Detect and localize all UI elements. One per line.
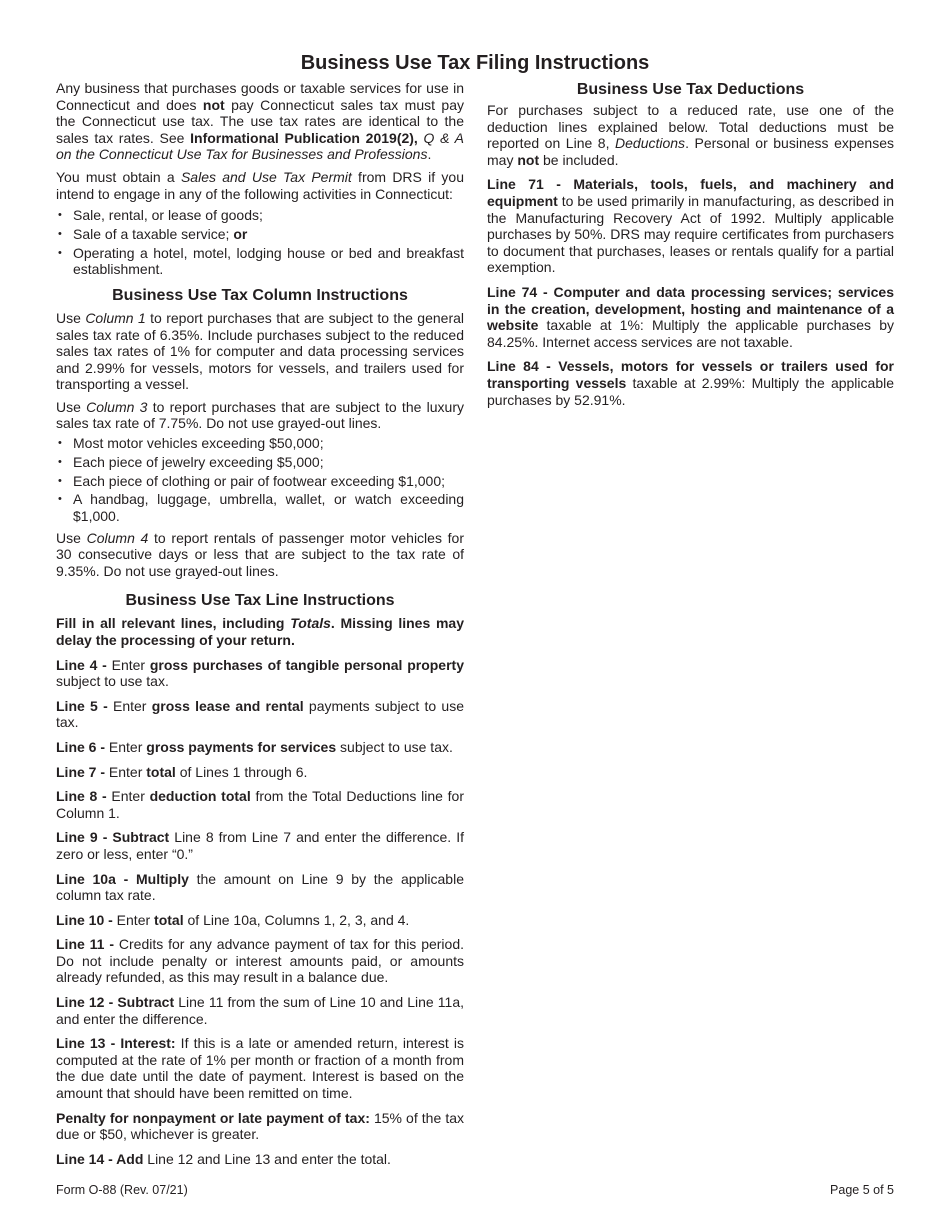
intro-paragraph: Any business that purchases goods or taxable services for use in Connecticut and does not pay Connecticut sales tax must pay the Connecticut use tax. The use tax rates are identical to the sales tax rates. See Informational Publication 2019(2), Q & A on the Connecticut Use Tax for Businesses and Professions. (56, 80, 465, 163)
line-10-instruction: Line 10 - Enter total of Line 10a, Columns 1, 2, 3, and 4. (56, 911, 410, 928)
penalty-instruction: Penalty for nonpayment or late payment of tax: 15% of the tax due or $50, whichever is greater. (56, 1109, 464, 1143)
list-item: • Operating a hotel, motel, lodging house or bed and breakfast establishment. (56, 245, 464, 278)
line-4-instruction: Line 4 - Enter gross purchases of tangible personal property subject to use tax. (56, 656, 464, 690)
list-item: • Sale, rental, or lease of goods; (56, 207, 464, 224)
fill-note: Fill in all relevant lines, including Totals. Missing lines may delay the processing of your return. (56, 615, 464, 648)
line-9-instruction: Line 9 - Subtract Line 8 from Line 7 and enter the difference. If zero or less, enter “0.” (56, 829, 464, 862)
line-11-instruction: Line 11 - Credits for any advance payment of tax for this period. Do not include penalty or interest amounts paid, or amounts already refunded, as this may result in a balance due. (56, 936, 464, 986)
deductions-heading: Business Use Tax Deductions (576, 81, 805, 98)
line-5-instruction: Line 5 - Enter gross lease and rental payments subject to use tax. (56, 697, 464, 731)
column3-paragraph: Use Column 3 to report purchases that are subject to the luxury sales tax rate of 7.75%. Do not use grayed-out lines. (56, 398, 464, 432)
line-74-deduction: Line 74 - Computer and data processing services; services in the creation, development, hosting and maintenance of a website taxable at 1%: Multiply the applicable purchases by 84.25%. Internet access services are not taxable. (487, 283, 894, 350)
luxury-list (56, 435, 464, 525)
page-number: Page 5 of 5 (830, 1183, 894, 1197)
line-7-instruction: Line 7 - Enter total of Lines 1 through 6. (56, 763, 308, 780)
list-item: • Sale of a taxable service; or (56, 226, 464, 243)
page-title: Business Use Tax Filing Instructions (300, 52, 650, 74)
line-instructions-heading: Business Use Tax Line Instructions (125, 592, 395, 610)
line-12-instruction: Line 12 - Subtract Line 11 from the sum of Line 10 and Line 11a, and enter the difference. (56, 994, 465, 1027)
line-13-instruction: Line 13 - Interest: If this is a late or amended return, interest is computed at the rate of 1% per month or fraction of a month from the due date until the date of payment. Interest is based on the amount that should have been remitted on time. (56, 1035, 464, 1102)
list-item: • A handbag, luggage, umbrella, wallet, or watch exceeding $1,000. (56, 491, 464, 524)
line-6-instruction: Line 6 - Enter gross payments for services subject to use tax. (56, 738, 453, 755)
line-14-instruction: Line 14 - Add Line 12 and Line 13 and enter the total. (56, 1150, 391, 1167)
list-item: • Most motor vehicles exceeding $50,000; (56, 435, 464, 452)
column-instructions-heading: Business Use Tax Column Instructions (112, 286, 408, 304)
permit-paragraph: You must obtain a Sales and Use Tax Permit from DRS if you intend to engage in any of the following activities in Connecticut: (56, 168, 464, 202)
deductions-intro: For purchases subject to a reduced rate, use one of the deduction lines explained below. Total deductions must be reported on Line 8, Deductions. Personal or business expenses may not be included. (487, 102, 894, 168)
line-71-deduction: Line 71 - Materials, tools, fuels, and machinery and equipment to be used primarily in manufacturing, as described in the Manufacturing Recovery Act of 1992. Multiply applicable purchases by 50%. DRS may require certificates from purchasers to document that purchases, leases or rentals qualify for a partial exemption. (487, 176, 894, 276)
column1-paragraph: Use Column 1 to report purchases that are subject to the general sales tax rate of 6.35%. Include purchases subject to the reduced sales tax rates of 1% for computer and data processing services and 2.99% for vessels, motors for vessels, and trailers used for transporting a vessel. (56, 309, 464, 393)
activities-list (56, 207, 464, 278)
line-84-deduction: Line 84 - Vessels, motors for vessels or trailers used for transporting vessels taxable at 2.99%: Multiply the applicable purchases by 52.91%. (487, 358, 894, 408)
form-number: Form O-88 (Rev. 07/21) (56, 1183, 188, 1197)
column4-paragraph: Use Column 4 to report rentals of passenger motor vehicles for 30 consecutive days or less that are subject to the tax rate of 9.35%. Do not use grayed-out lines. (56, 529, 464, 579)
line-8-instruction: Line 8 - Enter deduction total from the Total Deductions line for Column 1. (56, 788, 464, 821)
line-10a-instruction: Line 10a - Multiply the amount on Line 9 by the applicable column tax rate. (56, 870, 464, 904)
right-column (487, 80, 894, 416)
left-column (56, 80, 464, 1175)
list-item: • Each piece of clothing or pair of footwear exceeding $1,000; (56, 473, 464, 490)
list-item: • Each piece of jewelry exceeding $5,000; (56, 454, 464, 471)
